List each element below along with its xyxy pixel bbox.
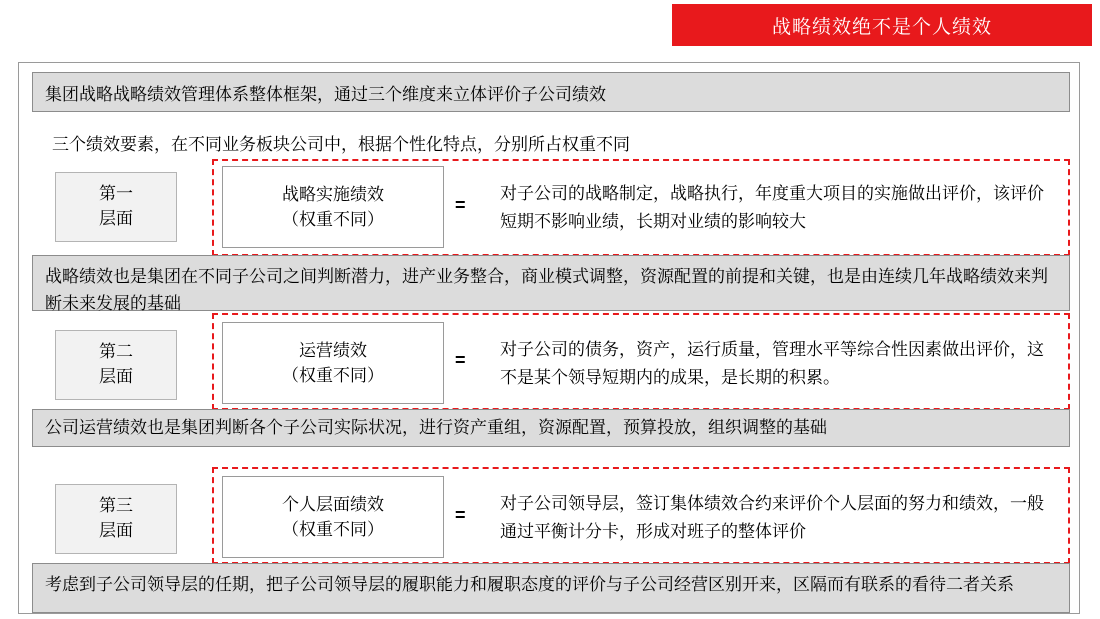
- factor-box-2-title: 运营绩效: [299, 340, 367, 360]
- equals-sign-2: =: [455, 350, 466, 370]
- factor-box-1: [222, 166, 444, 248]
- note-bar-2: 公司运营绩效也是集团判断各个子公司实际状况，进行资产重组，资源配置，预算投放，组织调整的基础: [32, 409, 1070, 447]
- factor-box-1-title: 战略实施绩效: [282, 184, 384, 204]
- factor-box-2: [222, 322, 444, 404]
- framework-title-bar: [32, 72, 1070, 112]
- level-label-1-line2: 层面: [99, 209, 133, 228]
- description-3: 对子公司领导层，签订集体绩效合约来评价个人层面的努力和绩效，一般通过平衡计分卡，形成对班子的整体评价: [500, 494, 1044, 542]
- level-label-1-line1: 第一: [99, 184, 133, 204]
- level-label-3-line2: 层面: [99, 521, 133, 540]
- equals-sign-3: =: [455, 505, 466, 525]
- description-2: 对子公司的债务，资产，运行质量，管理水平等综合性因素做出评价，这不是某个领导短期内的成果，是长期的积累。: [500, 340, 1044, 388]
- description-1: 对子公司的战略制定，战略执行，年度重大项目的实施做出评价，该评价短期不影响业绩，长期对业绩的影响较大: [500, 184, 1044, 232]
- level-label-3: [55, 484, 177, 554]
- subtitle-text: 三个绩效要素，在不同业务板块公司中，根据个性化特点，分别所占权重不同: [52, 135, 630, 154]
- level-label-2-line2: 层面: [99, 367, 133, 386]
- level-label-1: [55, 172, 177, 242]
- equals-sign-1: =: [455, 195, 466, 215]
- level-label-2-line1: 第二: [99, 342, 133, 362]
- factor-box-3-weight: （权重不同）: [282, 520, 384, 539]
- note-bar-1: 战略绩效也是集团在不同子公司之间判断潜力，进产业务整合，商业模式调整，资源配置的前提和关键，也是由连续几年战略绩效来判断未来发展的基础: [32, 255, 1070, 311]
- level-label-2: [55, 330, 177, 400]
- note-bar-3: 考虑到子公司领导层的任期，把子公司领导层的履职能力和履职态度的评价与子公司经营区别开来，区隔而有联系的看待二者关系: [32, 563, 1070, 613]
- level-label-3-line1: 第三: [99, 496, 133, 516]
- factor-box-3-title: 个人层面绩效: [282, 494, 384, 514]
- factor-box-3: [222, 476, 444, 558]
- factor-box-1-weight: （权重不同）: [282, 210, 384, 229]
- framework-title-text: 集团战略战略绩效管理体系整体框架，通过三个维度来立体评价子公司绩效: [45, 84, 606, 104]
- headline-banner: [672, 4, 1092, 46]
- headline-banner-text: 战略绩效绝不是个人绩效: [771, 16, 992, 38]
- factor-box-2-weight: （权重不同）: [282, 366, 384, 385]
